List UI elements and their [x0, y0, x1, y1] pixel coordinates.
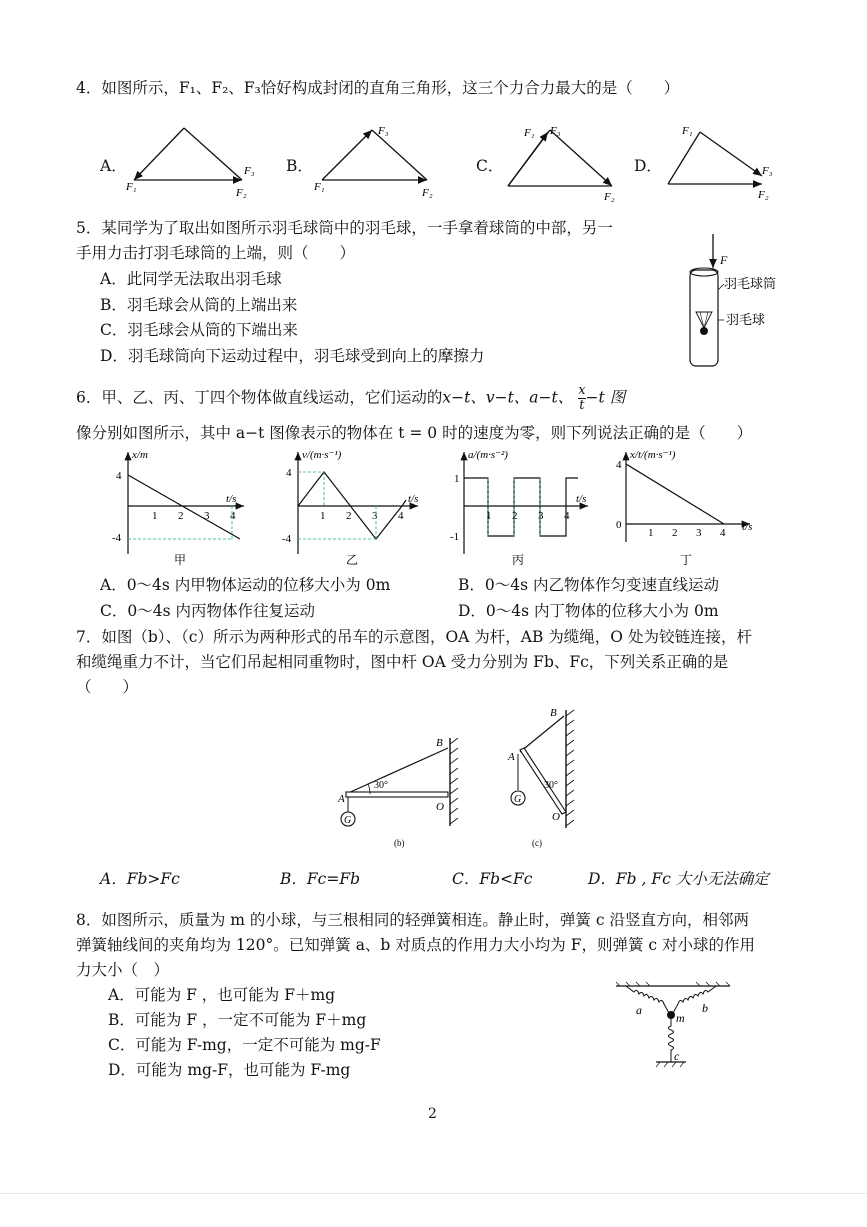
q7-stem-line1: 7．如图（b）、（c）所示为两种形式的吊车的示意图，OA 为杆，AB 为缆绳，O 处为铰链连接，杆 — [76, 628, 752, 646]
q8-label-a: a — [636, 1003, 642, 1017]
b-label-O: O — [436, 801, 444, 813]
jia-ylabel: x/m — [132, 449, 148, 461]
q8-option-c: C．可能为 F-mg，一定不可能为 mg-F — [108, 1036, 381, 1054]
page-number: 2 — [428, 1106, 437, 1122]
q7-option-c: C．Fb<Fc — [452, 870, 533, 888]
bing-xtick-2: 2 — [512, 510, 518, 522]
b-label-G: G — [344, 815, 352, 826]
q5-option-d: D．羽毛球筒向下运动过程中，羽毛球受到向上的摩擦力 — [100, 347, 485, 365]
yi-ylabel: v/(m·s⁻¹) — [302, 449, 342, 461]
c-label-A: A — [508, 751, 515, 763]
q8-option-a: A．可能为 F ，也可能为 F＋mg — [108, 986, 336, 1004]
q6-option-d: D．0～4s 内丁物体的位移大小为 0m — [458, 602, 719, 620]
q7-option-b: B．Fc=Fb — [280, 870, 360, 888]
ding-xtick-2: 2 — [672, 527, 678, 539]
q4-option-b-label: B． — [286, 157, 313, 175]
q8-option-d: D．可能为 mg-F，也可能为 F-mg — [108, 1061, 351, 1079]
c-caption: (c) — [532, 838, 542, 848]
q4-option-d-label: D． — [634, 157, 662, 175]
q6-graph-bing — [448, 446, 598, 570]
q7-figure-b — [330, 730, 470, 854]
q6-graph-ding — [610, 446, 770, 570]
q4c-f3: F₃ — [550, 125, 561, 137]
q6-stem-part-c: −t 图 — [585, 388, 626, 407]
q4b-f1: F₁ — [314, 181, 325, 193]
ding-ylabel: x/t/(m·s⁻¹) — [630, 449, 676, 461]
bing-ylabel: a/(m·s⁻²) — [468, 449, 508, 461]
bing-xlabel: t/s — [576, 493, 587, 505]
q6-stem-line1 — [76, 384, 625, 413]
spring-c — [669, 1019, 674, 1062]
q5-option-b: B．羽毛球会从筒的上端出来 — [100, 296, 298, 314]
ding-xtick-4: 4 — [720, 527, 726, 539]
bing-ytick-neg1: -1 — [450, 531, 460, 543]
q4d-f1: F₁ — [682, 125, 693, 137]
q4-option-b-triangle — [312, 118, 442, 204]
q4-option-a-triangle — [124, 118, 264, 204]
yi-xtick-3: 3 — [372, 510, 378, 522]
q4a-f2: F₂ — [236, 187, 247, 199]
cable-ab-b — [346, 748, 448, 794]
bing-ytick-1: 1 — [454, 473, 460, 485]
cable-ab-c — [520, 716, 564, 752]
b-angle: 30° — [374, 780, 388, 791]
q7-option-d: D．Fb , Fc 大小无法确定 — [588, 870, 769, 888]
q6-stem-part-a: 6．甲、乙、丙、丁四个物体做直线运动，它们运动的 — [76, 388, 443, 407]
rod-oa-c — [520, 748, 566, 814]
jia-caption: 甲 — [174, 553, 187, 567]
page-bottom-divider — [0, 1193, 867, 1194]
q6-stem-part-b: x−t、v−t、a−t、 — [442, 388, 574, 407]
q4a-f1: F₁ — [126, 181, 137, 193]
ding-ytick-0: 0 — [616, 519, 622, 531]
ding-xlabel: t/s — [742, 521, 753, 533]
q6-frac-den: t — [579, 398, 585, 413]
q6-graph-yi — [282, 446, 432, 570]
q6-graph-jia — [112, 446, 252, 570]
q4-stem: 4．如图所示，F₁、F₂、F₃恰好构成封闭的直角三角形，这三个力合力最大的是（ ） — [76, 79, 680, 97]
yi-xtick-4: 4 — [398, 510, 404, 522]
q4d-f3: F₃ — [762, 165, 773, 177]
q6-option-c: C．0～4s 内丙物体作往复运动 — [100, 602, 315, 620]
bing-xtick-3: 3 — [538, 510, 544, 522]
q7-figure-c — [498, 702, 588, 854]
q8-stem-line3: 力大小（ ） — [76, 961, 170, 979]
q8-figure — [612, 980, 734, 1072]
c-label-G: G — [514, 794, 522, 805]
ding-xtick-3: 3 — [696, 527, 702, 539]
shuttlecock — [696, 312, 712, 328]
jia-ytick-4: 4 — [116, 470, 122, 482]
q6-stem-line2: 像分别如图所示，其中 a−t 图像表示的物体在 t = 0 时的速度为零，则下列说法正确的是（ ） — [76, 424, 753, 442]
jia-xlabel: t/s — [226, 493, 237, 505]
q8-label-c: c — [674, 1049, 680, 1063]
q5-option-c: C．羽毛球会从筒的下端出来 — [100, 321, 298, 339]
q4c-f1: F₁ — [524, 127, 535, 139]
q4d-f2: F₂ — [758, 189, 769, 201]
q4-option-c-triangle — [500, 118, 630, 204]
q8-stem-line1: 8．如图所示，质量为 m 的小球，与三根相同的轻弹簧相连。静止时，弹簧 c 沿竖直方向，相邻两 — [76, 911, 749, 929]
q7-option-a: A．Fb>Fc — [100, 870, 180, 888]
c-label-B: B — [550, 707, 557, 719]
q5-stem-line1: 5．某同学为了取出如图所示羽毛球筒中的羽毛球，一手拿着球筒的中部，另一 — [76, 219, 613, 237]
jia-xtick-4: 4 — [230, 510, 236, 522]
bing-xtick-4: 4 — [564, 510, 570, 522]
q8-stem-line2: 弹簧轴线间的夹角均为 120°。已知弹簧 a、b 对质点的作用力大小均为 F，则弹簧 c 对小球的作用 — [76, 936, 755, 954]
b-caption: (b) — [394, 838, 405, 848]
c-angle: 30° — [544, 780, 558, 791]
q7-stem-line3: （ ） — [76, 678, 139, 696]
bing-xtick-1: 1 — [486, 510, 492, 522]
q4-option-c-label: C． — [476, 157, 504, 175]
yi-xlabel: t/s — [408, 493, 419, 505]
ding-line — [626, 464, 724, 524]
q5-option-a: A．此同学无法取出羽毛球 — [100, 270, 282, 288]
q5-tube-label: 羽毛球筒 — [724, 276, 777, 291]
yi-caption: 乙 — [346, 553, 359, 567]
q6-option-b: B．0～4s 内乙物体作匀变速直线运动 — [458, 576, 719, 594]
q5-force-label: F — [720, 253, 728, 267]
jia-ytick-neg4: -4 — [112, 532, 122, 544]
q6-option-a: A．0～4s 内甲物体运动的位移大小为 0m — [100, 576, 391, 594]
yi-ytick-4: 4 — [286, 467, 292, 479]
ding-caption: 丁 — [680, 553, 693, 567]
b-label-B: B — [436, 737, 443, 749]
q4-option-a-label: A． — [100, 157, 127, 175]
jia-xtick-1: 1 — [152, 510, 158, 522]
q7-stem-line2: 和缆绳重力不计，当它们吊起相同重物时，图中杆 OA 受力分别为 Fb、Fc，下列关系正确的是 — [76, 653, 729, 671]
q8-label-m: m — [676, 1011, 685, 1025]
yi-ytick-neg4: -4 — [282, 533, 292, 545]
spring-a — [626, 986, 669, 1013]
q4c-f2: F₂ — [604, 191, 615, 203]
bing-line — [464, 478, 578, 536]
jia-xtick-2: 2 — [178, 510, 184, 522]
b-label-A: A — [338, 793, 345, 805]
q6-stem-fraction — [578, 384, 585, 413]
q4a-f3: F₃ — [244, 165, 255, 177]
q4-option-d-triangle — [660, 118, 790, 204]
jia-line — [128, 475, 240, 539]
ball-m — [667, 1011, 675, 1019]
ding-ytick-4: 4 — [616, 459, 622, 471]
q8-label-b: b — [702, 1001, 708, 1015]
q5-stem-line2: 手用力击打羽毛球筒的上端，则（ ） — [76, 244, 356, 262]
q6-frac-num: x — [578, 383, 586, 398]
ding-xtick-1: 1 — [648, 527, 654, 539]
yi-xtick-2: 2 — [346, 510, 352, 522]
q8-option-b: B．可能为 F ，一定不可能为 F＋mg — [108, 1011, 367, 1029]
rod-oa-b — [346, 792, 448, 797]
q5-ball-label: 羽毛球 — [726, 312, 766, 327]
badminton-tube — [690, 270, 718, 366]
q5-figure — [680, 232, 800, 372]
spring-b — [673, 986, 716, 1013]
q4b-f3: F₃ — [378, 125, 389, 137]
jia-xtick-3: 3 — [204, 510, 210, 522]
yi-xtick-1: 1 — [320, 510, 326, 522]
bing-caption: 丙 — [512, 553, 525, 567]
q4b-f2: F₂ — [422, 187, 433, 199]
c-label-O: O — [552, 811, 560, 823]
